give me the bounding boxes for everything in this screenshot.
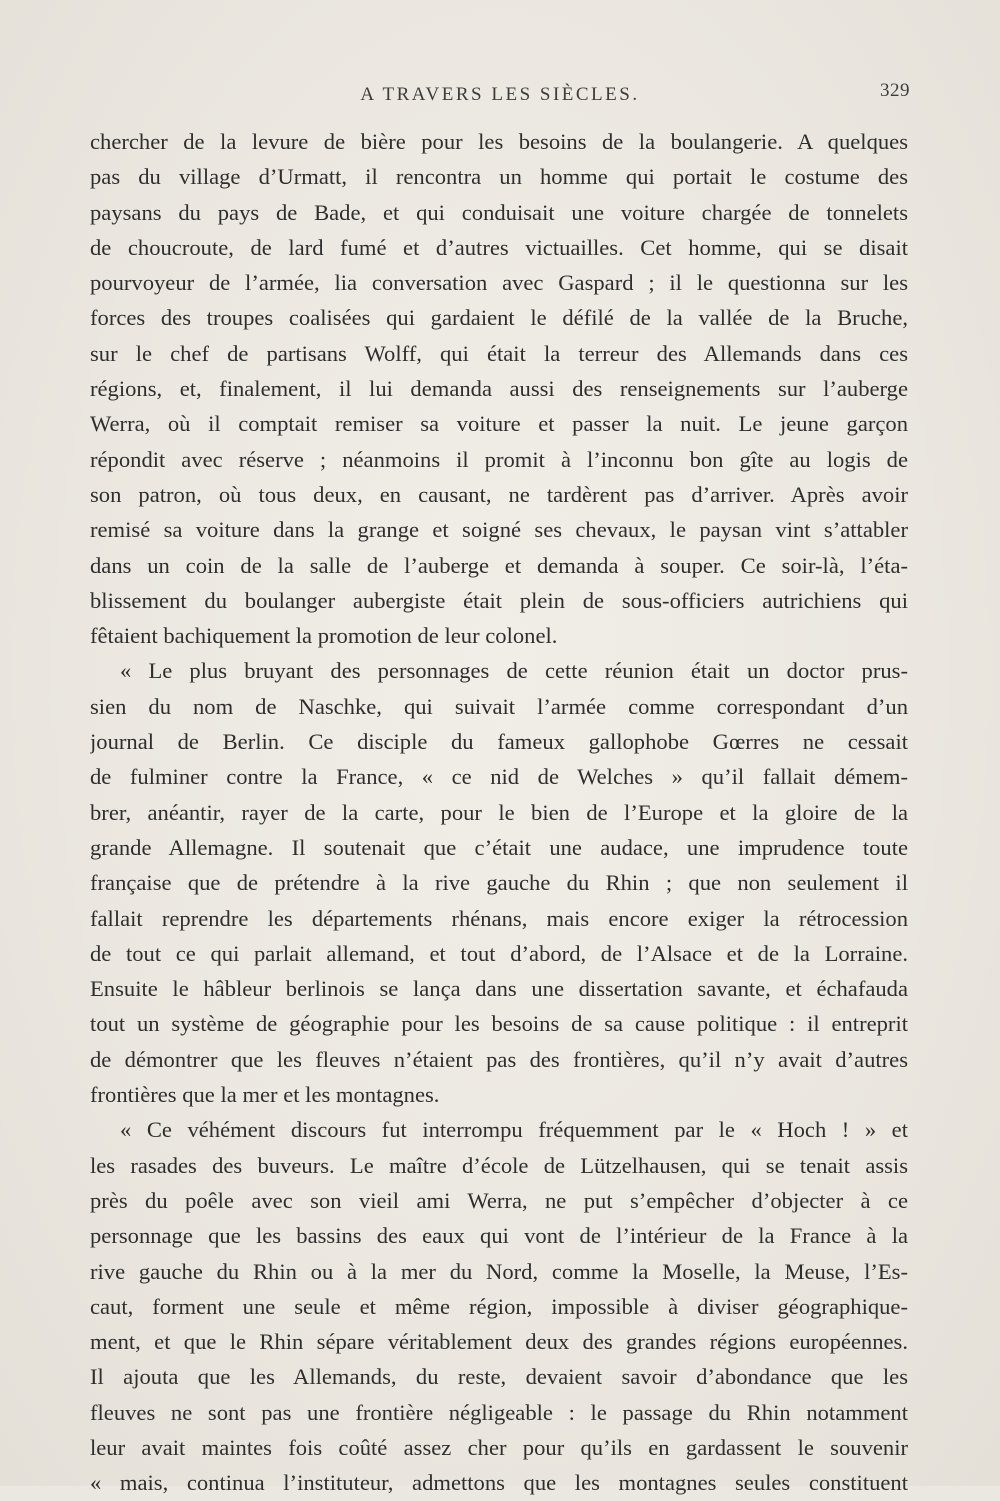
text-line: son patron, où tous deux, en causant, ne tardèrent pas d’arriver. Après avoir — [90, 481, 908, 507]
text-line: frontières que la mer et les montagnes. — [90, 1082, 440, 1108]
text-line: dans un coin de la salle de l’auberge et demanda à souper. Ce soir-là, l’éta- — [90, 552, 908, 578]
text-line: de démontrer que les fleuves n’étaient pas des frontières, qu’il n’y avait d’autres — [90, 1046, 908, 1072]
text-line: journal de Berlin. Ce disciple du fameux gallophobe Gœrres ne cessait — [90, 729, 908, 755]
text-line: « Le plus bruyant des personnages de cette réunion était un doctor prus- — [120, 658, 908, 684]
text-line: sien du nom de Naschke, qui suivait l’armée comme correspondant d’un — [90, 693, 908, 719]
text-line: près du poêle avec son vieil ami Werra, ne put s’empêcher d’objecter à ce — [90, 1187, 908, 1213]
text-line: pourvoyeur de l’armée, lia conversation avec Gaspard ; il le questionna sur les — [90, 270, 908, 296]
text-line: Werra, où il comptait remiser sa voiture et passer la nuit. Le jeune garçon — [90, 411, 908, 437]
text-line: sur le chef de partisans Wolff, qui était la terreur des Allemands dans ces — [90, 340, 908, 366]
text-line: de tout ce qui parlait allemand, et tout d’abord, de l’Alsace et de la Lorraine. — [90, 940, 908, 966]
text-line: personnage que les bassins des eaux qui vont de l’intérieur de la France à la — [90, 1223, 908, 1249]
text-line: de choucroute, de lard fumé et d’autres victuailles. Cet homme, qui se disait — [90, 234, 908, 260]
text-line: tout un système de géographie pour les besoins de sa cause politique : il entreprit — [90, 1011, 908, 1037]
text-line: remisé sa voiture dans la grange et soigné ses chevaux, le paysan vint s’attabler — [90, 517, 908, 543]
text-line: chercher de la levure de bière pour les besoins de la boulangerie. A quelques — [90, 129, 908, 154]
text-line: grande Allemagne. Il soutenait que c’était une audace, une imprudence toute — [90, 834, 908, 860]
text-line: pas du village d’Urmatt, il rencontra un homme qui portait le costume des — [90, 164, 908, 190]
text-line: paysans du pays de Bade, et qui conduisait une voiture chargée de tonnelets — [90, 199, 908, 225]
text-line: caut, forment une seule et même région, impossible à diviser géographique- — [90, 1293, 908, 1319]
text-line: de fulminer contre la France, « ce nid de Welches » qu’il fallait démem- — [90, 764, 908, 790]
text-line: fleuves ne sont pas une frontière négligeable : le passage du Rhin notamment — [90, 1399, 908, 1425]
text-line: fallait reprendre les départements rhénans, mais encore exiger la rétrocession — [90, 905, 908, 931]
page-number: 329 — [880, 80, 910, 101]
body-text — [90, 124, 908, 1501]
text-line: « mais, continua l’instituteur, admettons que les montagnes seules constituent — [90, 1470, 908, 1496]
text-line: ment, et que le Rhin sépare véritablement deux des grandes régions européennes. — [90, 1329, 908, 1355]
text-line: leur avait maintes fois coûté assez cher pour qu’ils en gardassent le souvenir — [90, 1434, 908, 1460]
text-line: blissement du boulanger aubergiste était plein de sous-officiers autrichiens qui — [90, 587, 908, 613]
text-line: régions, et, finalement, il lui demanda aussi des renseignements sur l’auberge — [90, 376, 908, 402]
text-line: fêtaient bachiquement la promotion de leur colonel. — [90, 623, 558, 649]
text-line: les rasades des buveurs. Le maître d’école de Lützelhausen, qui se tenait assis — [90, 1152, 908, 1178]
text-line: Il ajouta que les Allemands, du reste, devaient savoir d’abondance que les — [90, 1364, 908, 1390]
text-line: française que de prétendre à la rive gauche du Rhin ; que non seulement il — [90, 870, 908, 896]
running-head — [90, 80, 910, 116]
text-line: forces des troupes coalisées qui gardaient le défilé de la vallée de la Bruche, — [90, 305, 908, 331]
text-line: répondit avec réserve ; néanmoins il promit à l’inconnu bon gîte au logis de — [90, 446, 908, 472]
text-line: « Ce véhément discours fut interrompu fréquemment par le « Hoch ! » et — [120, 1117, 908, 1143]
running-title: A TRAVERS LES SIÈCLES. — [360, 84, 640, 105]
text-line: rive gauche du Rhin ou à la mer du Nord, comme la Moselle, la Meuse, l’Es- — [90, 1258, 908, 1284]
text-line: brer, anéantir, rayer de la carte, pour le bien de l’Europe et la gloire de la — [90, 799, 908, 825]
text-line: Ensuite le hâbleur berlinois se lança dans une dissertation savante, et échafauda — [90, 976, 908, 1002]
